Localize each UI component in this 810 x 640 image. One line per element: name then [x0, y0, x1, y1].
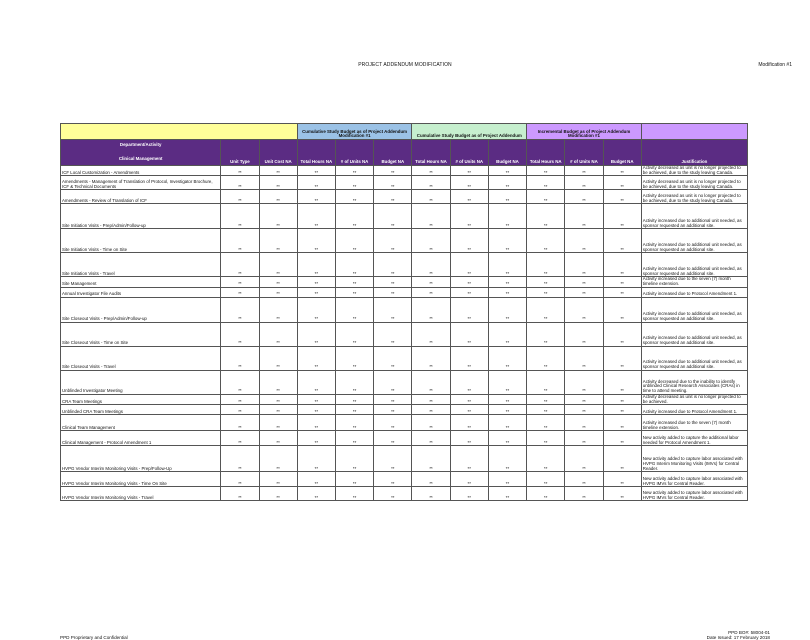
redacted-value-cell: **	[297, 487, 335, 501]
activity-cell: Site Management	[61, 277, 221, 287]
col-total-hours-addendum: Total Hours NA	[412, 140, 450, 166]
redacted-value-cell: **	[565, 253, 603, 277]
redacted-value-cell: **	[412, 487, 450, 501]
table-row	[61, 297, 748, 322]
redacted-value-cell: **	[297, 322, 335, 346]
redacted-value-cell: **	[221, 370, 259, 394]
redacted-value-cell: **	[297, 277, 335, 287]
redacted-value-cell: **	[603, 277, 641, 287]
col-department	[61, 140, 221, 166]
justification-cell: Activity increased due to additional unit needed, as sponsor requested an additional site.	[641, 204, 747, 229]
modification-label: Modification #1	[758, 62, 792, 68]
redacted-value-cell: **	[565, 394, 603, 404]
footer-confidential: PPD Proprietary and Confidential	[60, 635, 128, 640]
redacted-value-cell: **	[335, 346, 373, 370]
redacted-value-cell: **	[335, 487, 373, 501]
redacted-value-cell: **	[488, 487, 526, 501]
redacted-value-cell: **	[603, 472, 641, 487]
activity-cell: Site Closeout Visits - Travel	[61, 346, 221, 370]
redacted-value-cell: **	[259, 431, 297, 446]
justification-cell: Activity decreased as unit is no longer projected to be achieved, due to the study leaving Canada.	[641, 190, 747, 204]
table-row	[61, 346, 748, 370]
justification-cell: New activity added to capture the additional labor needed for Protocol Amendment 1.	[641, 431, 747, 446]
redacted-value-cell: **	[603, 297, 641, 322]
redacted-value-cell: **	[221, 322, 259, 346]
justification-cell: New activity added to capture labor associated with HVPG IMVs for Central Reader.	[641, 487, 747, 501]
redacted-value-cell: **	[488, 176, 526, 190]
justification-cell: Activity increased due to additional unit needed, as sponsor requested an additional site.	[641, 297, 747, 322]
redacted-value-cell: **	[450, 287, 488, 297]
redacted-value-cell: **	[527, 446, 565, 472]
redacted-value-cell: **	[603, 487, 641, 501]
redacted-value-cell: **	[603, 394, 641, 404]
activity-cell: Amendments - Management of Translation of Protocol, Investigator Brochure, ICF & Technical Documents	[61, 176, 221, 190]
redacted-value-cell: **	[221, 394, 259, 404]
redacted-value-cell: **	[221, 346, 259, 370]
group-cell-justification	[641, 124, 747, 140]
redacted-value-cell: **	[565, 287, 603, 297]
redacted-value-cell: **	[259, 297, 297, 322]
activity-cell: Site Initiation Visits - Time on Site	[61, 229, 221, 253]
redacted-value-cell: **	[603, 346, 641, 370]
redacted-value-cell: **	[488, 166, 526, 176]
redacted-value-cell: **	[221, 415, 259, 431]
redacted-value-cell: **	[412, 415, 450, 431]
redacted-value-cell: **	[221, 176, 259, 190]
redacted-value-cell: **	[488, 204, 526, 229]
redacted-value-cell: **	[221, 472, 259, 487]
redacted-value-cell: **	[335, 166, 373, 176]
redacted-value-cell: **	[565, 277, 603, 287]
activity-cell: HVPG Vendor Interim Monitoring Visits - Travel	[61, 487, 221, 501]
col-total-hours-modification: Total Hours NA	[297, 140, 335, 166]
redacted-value-cell: **	[450, 166, 488, 176]
justification-cell: Activity increased due to Protocol Amendment 1.	[641, 287, 747, 297]
redacted-value-cell: **	[221, 446, 259, 472]
activity-cell: HVPG Vendor Interim Monitoring Visits - Prep/Follow-Up	[61, 446, 221, 472]
redacted-value-cell: **	[412, 394, 450, 404]
redacted-value-cell: **	[565, 431, 603, 446]
redacted-value-cell: **	[297, 287, 335, 297]
redacted-value-cell: **	[374, 322, 412, 346]
col-units-incremental: # of Units NA	[565, 140, 603, 166]
redacted-value-cell: **	[527, 487, 565, 501]
table-row	[61, 415, 748, 431]
redacted-value-cell: **	[603, 253, 641, 277]
justification-cell: Activity increased due to additional unit needed, as sponsor requested an additional site.	[641, 229, 747, 253]
justification-cell: Activity increased due to Protocol Amendment 1.	[641, 405, 747, 415]
redacted-value-cell: **	[297, 405, 335, 415]
redacted-value-cell: **	[565, 472, 603, 487]
footer-date: Date Issued: 17 February 2018	[706, 635, 770, 640]
redacted-value-cell: **	[297, 190, 335, 204]
redacted-value-cell: **	[412, 405, 450, 415]
redacted-value-cell: **	[374, 394, 412, 404]
activity-cell: Unblinded CRA Team Meetings	[61, 405, 221, 415]
redacted-value-cell: **	[374, 487, 412, 501]
redacted-value-cell: **	[374, 190, 412, 204]
redacted-value-cell: **	[450, 176, 488, 190]
activity-cell: ICF Local Customization - Amendments	[61, 166, 221, 176]
col-budget-addendum: Budget NA	[488, 140, 526, 166]
redacted-value-cell: **	[259, 322, 297, 346]
redacted-value-cell: **	[450, 405, 488, 415]
redacted-value-cell: **	[374, 431, 412, 446]
redacted-value-cell: **	[488, 253, 526, 277]
redacted-value-cell: **	[297, 431, 335, 446]
table-row	[61, 253, 748, 277]
redacted-value-cell: **	[412, 370, 450, 394]
redacted-value-cell: **	[221, 253, 259, 277]
redacted-value-cell: **	[527, 166, 565, 176]
redacted-value-cell: **	[259, 190, 297, 204]
redacted-value-cell: **	[259, 253, 297, 277]
redacted-value-cell: **	[374, 166, 412, 176]
activity-cell: Annual Investigator File Audits	[61, 287, 221, 297]
redacted-value-cell: **	[565, 322, 603, 346]
redacted-value-cell: **	[527, 277, 565, 287]
redacted-value-cell: **	[259, 446, 297, 472]
redacted-value-cell: **	[565, 370, 603, 394]
redacted-value-cell: **	[565, 190, 603, 204]
redacted-value-cell: **	[412, 346, 450, 370]
redacted-value-cell: **	[527, 297, 565, 322]
redacted-value-cell: **	[565, 204, 603, 229]
redacted-value-cell: **	[527, 204, 565, 229]
redacted-value-cell: **	[335, 229, 373, 253]
redacted-value-cell: **	[565, 446, 603, 472]
redacted-value-cell: **	[221, 166, 259, 176]
redacted-value-cell: **	[450, 472, 488, 487]
redacted-value-cell: **	[335, 297, 373, 322]
redacted-value-cell: **	[450, 190, 488, 204]
redacted-value-cell: **	[450, 346, 488, 370]
redacted-value-cell: **	[335, 370, 373, 394]
redacted-value-cell: **	[450, 415, 488, 431]
col-units-modification: # of Units NA	[335, 140, 373, 166]
justification-cell: Activity decreased as unit is no longer projected to be achieved, due to the study leaving Canada.	[641, 166, 747, 176]
redacted-value-cell: **	[412, 446, 450, 472]
table-row	[61, 166, 748, 176]
redacted-value-cell: **	[603, 431, 641, 446]
redacted-value-cell: **	[603, 229, 641, 253]
group-cumulative-addendum: Cumulative Study Budget as of Project Addendum	[412, 124, 527, 140]
redacted-value-cell: **	[488, 394, 526, 404]
redacted-value-cell: **	[374, 415, 412, 431]
col-budget-incremental: Budget NA	[603, 140, 641, 166]
redacted-value-cell: **	[412, 190, 450, 204]
col-budget-modification: Budget NA	[374, 140, 412, 166]
redacted-value-cell: **	[221, 297, 259, 322]
redacted-value-cell: **	[335, 415, 373, 431]
redacted-value-cell: **	[488, 446, 526, 472]
redacted-value-cell: **	[412, 472, 450, 487]
redacted-value-cell: **	[527, 415, 565, 431]
table-row	[61, 277, 748, 287]
group-header-row	[61, 124, 748, 140]
activity-cell: Clinical Team Management	[61, 415, 221, 431]
redacted-value-cell: **	[450, 297, 488, 322]
justification-cell: New activity added to capture labor associated with HVPG Interim Monitoring Visits (IMVs) for Central Reader.	[641, 446, 747, 472]
redacted-value-cell: **	[450, 431, 488, 446]
redacted-value-cell: **	[450, 229, 488, 253]
table-row	[61, 472, 748, 487]
col-total-hours-incremental: Total Hours NA	[527, 140, 565, 166]
justification-cell: Activity increased due to additional unit needed, as sponsor requested an additional site.	[641, 346, 747, 370]
redacted-value-cell: **	[259, 346, 297, 370]
budget-table	[60, 123, 748, 501]
redacted-value-cell: **	[259, 394, 297, 404]
col-unit-type: Unit Type	[221, 140, 259, 166]
redacted-value-cell: **	[297, 346, 335, 370]
redacted-value-cell: **	[335, 394, 373, 404]
redacted-value-cell: **	[412, 229, 450, 253]
redacted-value-cell: **	[297, 415, 335, 431]
redacted-value-cell: **	[335, 446, 373, 472]
redacted-value-cell: **	[335, 322, 373, 346]
redacted-value-cell: **	[374, 287, 412, 297]
table-row	[61, 446, 748, 472]
redacted-value-cell: **	[488, 322, 526, 346]
redacted-value-cell: **	[221, 287, 259, 297]
redacted-value-cell: **	[603, 370, 641, 394]
redacted-value-cell: **	[565, 229, 603, 253]
redacted-value-cell: **	[488, 277, 526, 287]
redacted-value-cell: **	[221, 277, 259, 287]
redacted-value-cell: **	[297, 166, 335, 176]
redacted-value-cell: **	[565, 415, 603, 431]
redacted-value-cell: **	[259, 405, 297, 415]
redacted-value-cell: **	[450, 487, 488, 501]
justification-cell: Activity increased due to additional unit needed, as sponsor requested an additional site.	[641, 253, 747, 277]
table-row	[61, 405, 748, 415]
redacted-value-cell: **	[565, 405, 603, 415]
redacted-value-cell: **	[259, 176, 297, 190]
redacted-value-cell: **	[450, 322, 488, 346]
redacted-value-cell: **	[297, 297, 335, 322]
redacted-value-cell: **	[335, 405, 373, 415]
redacted-value-cell: **	[527, 229, 565, 253]
redacted-value-cell: **	[335, 176, 373, 190]
redacted-value-cell: **	[374, 229, 412, 253]
redacted-value-cell: **	[603, 204, 641, 229]
redacted-value-cell: **	[527, 176, 565, 190]
footer-info	[707, 630, 770, 640]
redacted-value-cell: **	[527, 370, 565, 394]
redacted-value-cell: **	[297, 370, 335, 394]
redacted-value-cell: **	[374, 253, 412, 277]
activity-cell: Site Initiation Visits - Prep/Admin/Follow-up	[61, 204, 221, 229]
redacted-value-cell: **	[527, 253, 565, 277]
redacted-value-cell: **	[412, 297, 450, 322]
redacted-value-cell: **	[335, 431, 373, 446]
redacted-value-cell: **	[259, 472, 297, 487]
redacted-value-cell: **	[450, 204, 488, 229]
group-incremental: Incremental Budget as of Project Addendum Modification #1	[527, 124, 642, 140]
redacted-value-cell: **	[374, 204, 412, 229]
justification-cell: Activity increased due to the seven (7) month timeline extension.	[641, 277, 747, 287]
redacted-value-cell: **	[527, 394, 565, 404]
redacted-value-cell: **	[603, 287, 641, 297]
col-units-addendum: # of Units NA	[450, 140, 488, 166]
col-unit-cost: Unit Cost NA	[259, 140, 297, 166]
redacted-value-cell: **	[603, 446, 641, 472]
redacted-value-cell: **	[374, 446, 412, 472]
redacted-value-cell: **	[565, 297, 603, 322]
redacted-value-cell: **	[603, 322, 641, 346]
redacted-value-cell: **	[527, 472, 565, 487]
redacted-value-cell: **	[259, 166, 297, 176]
redacted-value-cell: **	[335, 190, 373, 204]
redacted-value-cell: **	[374, 346, 412, 370]
redacted-value-cell: **	[412, 176, 450, 190]
redacted-value-cell: **	[488, 297, 526, 322]
redacted-value-cell: **	[374, 405, 412, 415]
redacted-value-cell: **	[221, 431, 259, 446]
activity-cell: Site Closeout Visits - Prep/Admin/Follow-up	[61, 297, 221, 322]
table-row	[61, 229, 748, 253]
section-label: Clinical Management	[118, 155, 163, 161]
group-cell-blank	[61, 124, 298, 140]
redacted-value-cell: **	[488, 287, 526, 297]
activity-cell: Amendments - Review of Translation of ICF	[61, 190, 221, 204]
footer-bid: PPD BO#: 58004-01	[728, 630, 770, 635]
table-row	[61, 322, 748, 346]
redacted-value-cell: **	[450, 253, 488, 277]
justification-cell: Activity decreased as unit is no longer projected to be achieved, due to the study leaving Canada.	[641, 176, 747, 190]
redacted-value-cell: **	[488, 405, 526, 415]
activity-cell: Clinical Management - Protocol Amendment 1	[61, 431, 221, 446]
redacted-value-cell: **	[297, 394, 335, 404]
redacted-value-cell: **	[297, 176, 335, 190]
redacted-value-cell: **	[374, 176, 412, 190]
redacted-value-cell: **	[603, 415, 641, 431]
redacted-value-cell: **	[603, 405, 641, 415]
redacted-value-cell: **	[450, 277, 488, 287]
table-row	[61, 487, 748, 501]
justification-cell: Activity decreased as unit is no longer projected to be achieved.	[641, 394, 747, 404]
redacted-value-cell: **	[412, 166, 450, 176]
activity-cell: HVPG Vendor Interim Monitoring Visits - Time On Site	[61, 472, 221, 487]
redacted-value-cell: **	[374, 370, 412, 394]
redacted-value-cell: **	[565, 346, 603, 370]
redacted-value-cell: **	[297, 472, 335, 487]
redacted-value-cell: **	[488, 431, 526, 446]
redacted-value-cell: **	[565, 166, 603, 176]
redacted-value-cell: **	[374, 277, 412, 287]
redacted-value-cell: **	[412, 431, 450, 446]
column-header-row	[61, 140, 748, 166]
redacted-value-cell: **	[565, 176, 603, 190]
justification-cell: Activity decreased due to the inability to identify unblinded Clinical Research Associates (CRAs) in time to attend meeting.	[641, 370, 747, 394]
redacted-value-cell: **	[297, 204, 335, 229]
redacted-value-cell: **	[412, 322, 450, 346]
table-row	[61, 176, 748, 190]
activity-cell: Site Initiation Visits - Travel	[61, 253, 221, 277]
redacted-value-cell: **	[450, 394, 488, 404]
redacted-value-cell: **	[488, 229, 526, 253]
redacted-value-cell: **	[603, 166, 641, 176]
redacted-value-cell: **	[565, 487, 603, 501]
redacted-value-cell: **	[488, 190, 526, 204]
redacted-value-cell: **	[488, 346, 526, 370]
redacted-value-cell: **	[412, 253, 450, 277]
activity-cell: CRA Team Meetings	[61, 394, 221, 404]
redacted-value-cell: **	[412, 204, 450, 229]
redacted-value-cell: **	[412, 277, 450, 287]
redacted-value-cell: **	[259, 487, 297, 501]
table-row	[61, 190, 748, 204]
redacted-value-cell: **	[527, 287, 565, 297]
redacted-value-cell: **	[374, 297, 412, 322]
redacted-value-cell: **	[259, 287, 297, 297]
redacted-value-cell: **	[221, 204, 259, 229]
page-title: PROJECT ADDENDUM MODIFICATION	[358, 62, 452, 68]
redacted-value-cell: **	[488, 415, 526, 431]
redacted-value-cell: **	[335, 204, 373, 229]
redacted-value-cell: **	[297, 229, 335, 253]
redacted-value-cell: **	[297, 253, 335, 277]
redacted-value-cell: **	[488, 472, 526, 487]
table-row	[61, 287, 748, 297]
redacted-value-cell: **	[259, 229, 297, 253]
table-row	[61, 370, 748, 394]
redacted-value-cell: **	[221, 190, 259, 204]
redacted-value-cell: **	[335, 287, 373, 297]
col-justification: Justification	[641, 140, 747, 166]
justification-cell: Activity increased due to additional unit needed, as sponsor requested an additional site.	[641, 322, 747, 346]
group-cumulative-modification: Cumulative Study Budget as of Project Addendum Modification #1	[297, 124, 412, 140]
redacted-value-cell: **	[221, 229, 259, 253]
redacted-value-cell: **	[450, 370, 488, 394]
table-row	[61, 204, 748, 229]
redacted-value-cell: **	[335, 277, 373, 287]
redacted-value-cell: **	[527, 405, 565, 415]
redacted-value-cell: **	[450, 446, 488, 472]
activity-cell: Site Closeout Visits - Time on Site	[61, 322, 221, 346]
redacted-value-cell: **	[259, 277, 297, 287]
redacted-value-cell: **	[259, 415, 297, 431]
redacted-value-cell: **	[527, 346, 565, 370]
redacted-value-cell: **	[412, 287, 450, 297]
activity-cell: Unblinded Investigator Meeting	[61, 370, 221, 394]
redacted-value-cell: **	[335, 253, 373, 277]
redacted-value-cell: **	[259, 370, 297, 394]
table-body	[61, 166, 748, 501]
redacted-value-cell: **	[374, 472, 412, 487]
redacted-value-cell: **	[603, 176, 641, 190]
col-department-label: Department/Activity	[119, 142, 162, 147]
redacted-value-cell: **	[527, 431, 565, 446]
justification-cell: Activity increased due to the seven (7) month timeline extension.	[641, 415, 747, 431]
redacted-value-cell: **	[259, 204, 297, 229]
table-row	[61, 394, 748, 404]
redacted-value-cell: **	[603, 190, 641, 204]
redacted-value-cell: **	[221, 487, 259, 501]
redacted-value-cell: **	[527, 190, 565, 204]
table-row	[61, 431, 748, 446]
redacted-value-cell: **	[297, 446, 335, 472]
redacted-value-cell: **	[527, 322, 565, 346]
redacted-value-cell: **	[221, 405, 259, 415]
redacted-value-cell: **	[488, 370, 526, 394]
justification-cell: New activity added to capture labor associated with HVPG IMVs for Central Reader.	[641, 472, 747, 487]
redacted-value-cell: **	[335, 472, 373, 487]
